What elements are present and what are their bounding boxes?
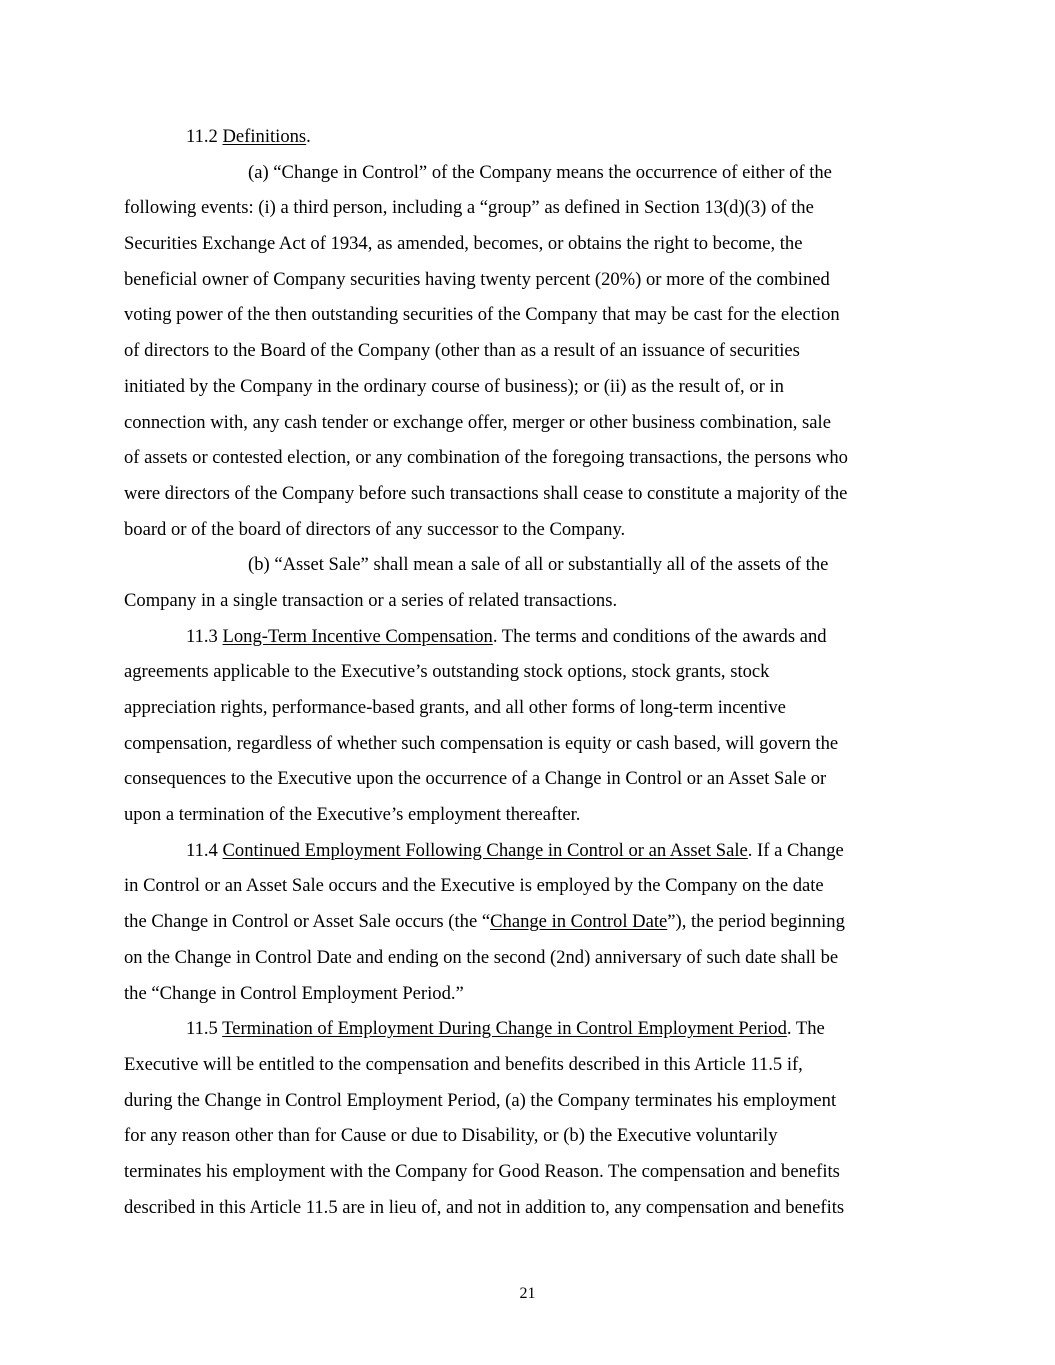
section-11-5-first-line-rest: . The: [786, 1018, 825, 1040]
section-11-4: [124, 833, 934, 1011]
text-line: of directors to the Board of the Company (other than as a result of an issuance of securities: [124, 340, 800, 362]
section-11-5-heading: Termination of Employment During Change in Control Employment Period: [222, 1018, 787, 1040]
section-11-4-heading: Continued Employment Following Change in Control or an Asset Sale: [222, 839, 748, 861]
text-line: on the Change in Control Date and ending on the second (2nd) anniversary of such date shall be: [124, 946, 839, 968]
text-line: (b) “Asset Sale” shall mean a sale of all or substantially all of the assets of the: [248, 554, 829, 576]
text-line: the “Change in Control Employment Period.”: [124, 982, 464, 1004]
section-11-3: [124, 619, 934, 833]
text-line: were directors of the Company before such transactions shall cease to constitute a majority of the: [124, 482, 848, 504]
text-line: compensation, regardless of whether such compensation is equity or cash based, will govern the: [124, 732, 839, 754]
section-11-5-heading-line: [124, 1011, 934, 1047]
text-line: terminates his employment with the Company for Good Reason. The compensation and benefits: [124, 1160, 840, 1182]
section-11-2: [124, 119, 934, 155]
text-line: initiated by the Company in the ordinary course of business); or (ii) as the result of, or in: [124, 375, 784, 397]
text-line: connection with, any cash tender or exchange offer, merger or other business combination, sale: [124, 411, 831, 433]
section-11-2-heading-end: .: [306, 126, 311, 147]
line-start: the Change in Control or Asset Sale occurs (the “: [124, 911, 491, 933]
section-11-2-number: 11.2: [186, 126, 223, 147]
section-11-2-heading: Definitions: [222, 126, 307, 147]
section-11-4-heading-line: [124, 833, 934, 869]
text-line: voting power of the then outstanding securities of the Company that may be cast for the election: [124, 304, 840, 326]
text-line: (a) “Change in Control” of the Company means the occurrence of either of the: [248, 161, 832, 183]
text-line: upon a termination of the Executive’s employment thereafter.: [124, 804, 581, 826]
section-11-2-heading-line: [124, 119, 934, 155]
defined-term-change-in-control-date: Change in Control Date: [490, 911, 668, 933]
document-body: [124, 119, 934, 1225]
section-11-5: [124, 1011, 934, 1225]
definition-change-in-control: [124, 155, 934, 548]
text-line: following events: (i) a third person, including a “group” as defined in Section 13(d)(3) of the: [124, 197, 814, 219]
text-line: Executive will be entitled to the compensation and benefits described in this Article 11.5 if,: [124, 1053, 803, 1075]
section-11-4-first-line-rest: . If a Change: [747, 839, 844, 861]
section-11-3-heading-line: [124, 619, 934, 655]
text-line: of assets or contested election, or any combination of the foregoing transactions, the persons who: [124, 447, 848, 469]
text-line: Securities Exchange Act of 1934, as amended, becomes, or obtains the right to become, the: [124, 233, 803, 255]
text-line: during the Change in Control Employment Period, (a) the Company terminates his employment: [124, 1089, 837, 1111]
section-11-3-heading: Long-Term Incentive Compensation: [222, 625, 493, 647]
text-line: appreciation rights, performance-based grants, and all other forms of long-term incentive: [124, 697, 786, 718]
section-11-3-first-line-rest: . The terms and conditions of the awards and: [492, 625, 827, 647]
text-line: [124, 904, 934, 940]
text-line: agreements applicable to the Executive’s outstanding stock options, stock grants, stock: [124, 661, 770, 683]
text-line: Company in a single transaction or a series of related transactions.: [124, 589, 618, 611]
text-line: for any reason other than for Cause or due to Disability, or (b) the Executive voluntarily: [124, 1125, 778, 1147]
text-line: described in this Article 11.5 are in lieu of, and not in addition to, any compensation and benefits: [124, 1196, 845, 1218]
section-11-3-number: 11.3: [186, 625, 223, 647]
section-11-4-number: 11.4: [186, 839, 223, 861]
section-11-5-number: 11.5: [186, 1018, 223, 1040]
text-line: board or of the board of directors of any successor to the Company.: [124, 518, 626, 540]
line-end: ”), the period beginning: [667, 911, 845, 933]
page-number: 21: [519, 1285, 536, 1302]
definition-asset-sale: [124, 547, 934, 618]
text-line: in Control or an Asset Sale occurs and the Executive is employed by the Company on the date: [124, 875, 824, 897]
text-line: consequences to the Executive upon the occurrence of a Change in Control or an Asset Sale or: [124, 768, 827, 790]
text-line: beneficial owner of Company securities having twenty percent (20%) or more of the combined: [124, 268, 830, 290]
